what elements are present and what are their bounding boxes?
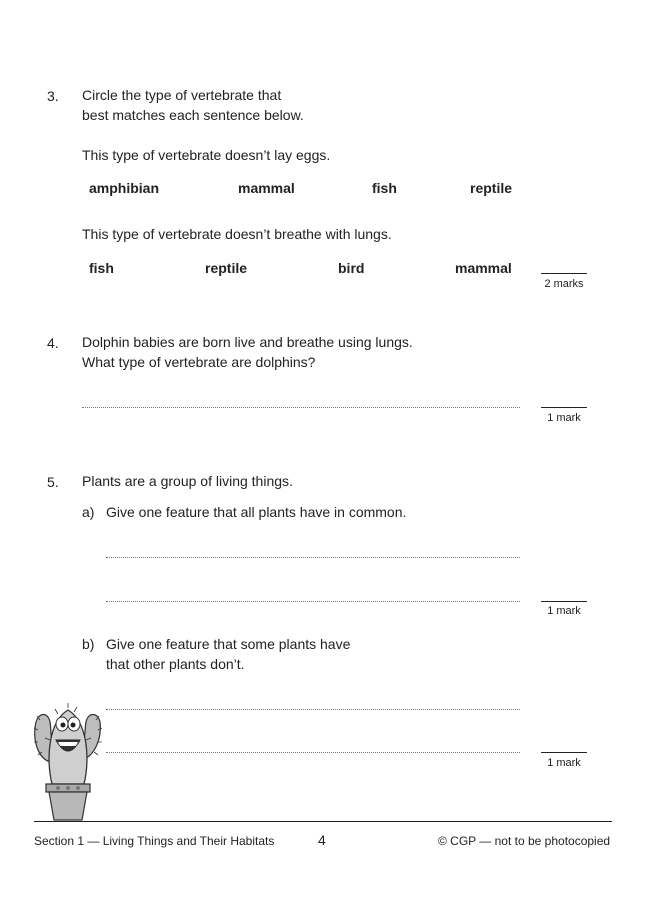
q5b-prompt-line1: Give one feature that some plants have bbox=[106, 636, 351, 652]
q3-prompt-line2: best matches each sentence below. bbox=[82, 107, 304, 123]
q4-answer-line[interactable] bbox=[82, 407, 520, 408]
q4-prompt bbox=[82, 332, 413, 372]
q3-prompt bbox=[82, 85, 304, 125]
footer-section-title: Section 1 — Living Things and Their Habitats bbox=[34, 834, 275, 848]
q3-option-fish-2[interactable]: fish bbox=[89, 260, 114, 276]
q3-option-amphibian[interactable]: amphibian bbox=[89, 180, 160, 196]
q5b-answer-line-2[interactable] bbox=[106, 752, 520, 753]
q3-option-fish[interactable]: fish bbox=[372, 180, 397, 196]
footer-page-number: 4 bbox=[318, 832, 326, 848]
q5b-mark-line bbox=[541, 752, 587, 753]
q3-mark-line bbox=[541, 273, 587, 274]
q5-number: 5. bbox=[47, 474, 59, 490]
q5b-prompt bbox=[106, 634, 350, 674]
footer-copyright: © CGP — not to be photocopied bbox=[438, 834, 611, 848]
q3-option-mammal-2[interactable]: mammal bbox=[455, 260, 512, 276]
q5a-prompt: Give one feature that all plants have in common. bbox=[106, 504, 407, 520]
q3-option-reptile-2[interactable]: reptile bbox=[205, 260, 248, 276]
q5a-answer-line-2[interactable] bbox=[106, 601, 520, 602]
q3-option-mammal[interactable]: mammal bbox=[238, 180, 295, 196]
q3-number: 3. bbox=[47, 88, 59, 104]
q3-option-bird[interactable]: bird bbox=[338, 260, 365, 276]
q5b-prompt-line2: that other plants don’t. bbox=[106, 656, 245, 672]
q3-sentence-2: This type of vertebrate doesn’t breathe with lungs. bbox=[82, 226, 392, 242]
q5a-mark-line bbox=[541, 601, 587, 602]
q5b-answer-line-1[interactable] bbox=[106, 709, 520, 710]
q5a-marks-label: 1 mark bbox=[547, 605, 581, 617]
q4-marks-label: 1 mark bbox=[547, 412, 581, 424]
q3-sentence-1: This type of vertebrate doesn’t lay eggs. bbox=[82, 147, 331, 163]
q4-mark-line bbox=[541, 407, 587, 408]
q3-prompt-line1: Circle the type of vertebrate that bbox=[82, 87, 282, 103]
q4-number: 4. bbox=[47, 335, 59, 351]
q5b-marks-label: 1 mark bbox=[547, 757, 581, 769]
q4-prompt-line1: Dolphin babies are born live and breathe using lungs. bbox=[82, 334, 413, 350]
q5b-label: b) bbox=[82, 636, 95, 652]
cactus-illustration bbox=[28, 700, 108, 822]
q5a-label: a) bbox=[82, 504, 95, 520]
q4-prompt-line2: What type of vertebrate are dolphins? bbox=[82, 354, 316, 370]
q3-option-reptile[interactable]: reptile bbox=[470, 180, 513, 196]
q3-marks-label: 2 marks bbox=[544, 278, 584, 290]
footer-rule bbox=[34, 821, 612, 822]
q5-prompt: Plants are a group of living things. bbox=[82, 473, 293, 489]
q5a-answer-line-1[interactable] bbox=[106, 557, 520, 558]
